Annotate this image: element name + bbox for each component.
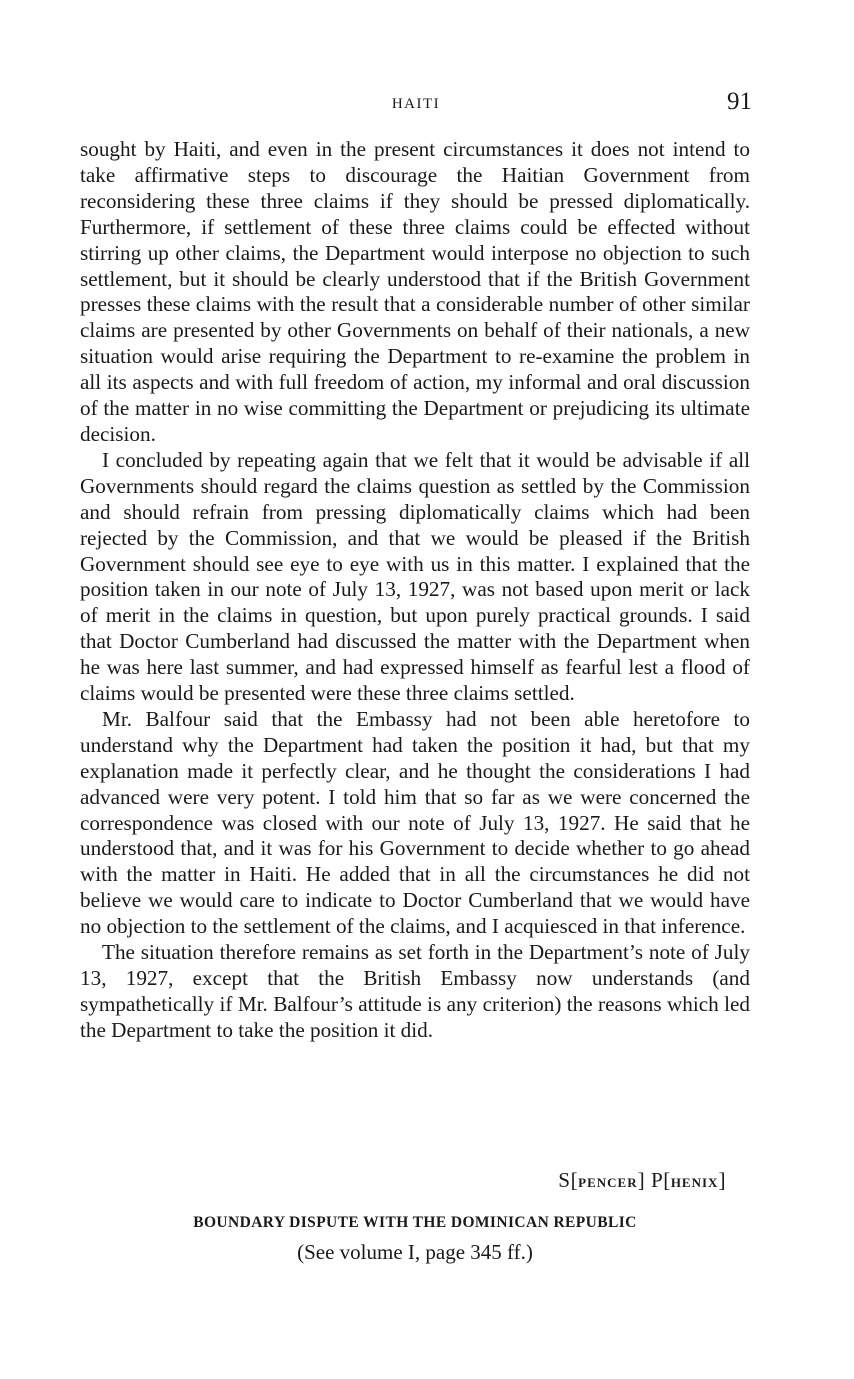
signature-bracket-close: ]	[637, 1168, 646, 1192]
paragraph-situation: The situation therefore remains as set forth in the Department’s note of July 13, 1927, except that the British Embassy now understands (and sympathetically if Mr. Balfour’s attitude is any criterion) the reasons which led the Department to take the position it did.	[80, 940, 750, 1042]
section-heading: BOUNDARY DISPUTE WITH THE DOMINICAN REPUBLIC	[193, 1214, 637, 1231]
page-number: 91	[727, 88, 752, 115]
paragraph-conclusion: I concluded by repeating again that we felt that it would be advisable if all Governments should regard the claims question as settled by the Commission and should refrain from pressing diplomatically claims which had been rejected by the Commission, and that we would be pleased if the British Government should see eye to eye with us in this matter. I explained that the position taken in our note of July 13, 1927, was not based upon merit or lack of merit in the claims in question, but upon purely practical grounds. I said that Doctor Cumberland had discussed the matter with the Department when he was here last summer, and had expressed himself as fearful lest a flood of claims would be presented were these three claims settled.	[80, 447, 750, 706]
signature-last-initial: P	[650, 1168, 664, 1192]
paragraph-balfour: Mr. Balfour said that the Embassy had not been able heretofore to understand why the Department had taken the position it had, but that my explanation made it perfectly clear, and he thought the considerations I had advanced were very potent. I told him that so far as we were concerned the correspondence was closed with our note of July 13, 1927. He said that he understood that, and it was for his Government to decide whether to go ahead with the matter in Haiti. He added that in all the circumstances he did not believe we would care to indicate to Doctor Cumberland that we would have no objection to the settlement of the claims, and I acquiesced in that inference.	[80, 706, 750, 939]
signature	[558, 1168, 726, 1193]
signature-first-rest: PENCER	[578, 1175, 638, 1190]
signature-last-rest: HENIX	[670, 1175, 719, 1190]
paragraph-continuation: sought by Haiti, and even in the present circumstances it does not intend to take affirmative steps to discourage the Haitian Government from reconsidering these three claims if they should be pressed diplomatically. Furthermore, if settlement of these three claims could be effected without stirring up other claims, the Department would interpose no objection to such settlement, but it should be clearly understood that if the British Government presses these claims with the result that a considerable number of other similar claims are presented by other Governments on behalf of their nationals, a new situation would arise requiring the Department to re-examine the problem in all its aspects and with full freedom of action, my informal and oral discussion of the matter in no wise committing the Department or prejudicing its ultimate decision.	[80, 137, 750, 446]
running-head	[80, 88, 752, 122]
signature-first-initial: S	[558, 1168, 571, 1192]
running-title: HAITI	[391, 96, 441, 112]
signature-bracket-open: [	[570, 1168, 579, 1192]
section-cross-reference: (See volume I, page 345 ff.)	[297, 1240, 533, 1264]
signature-bracket-close-2: ]	[718, 1168, 726, 1192]
body-text	[80, 137, 750, 1044]
signature-bracket-open-2: [	[663, 1168, 671, 1192]
